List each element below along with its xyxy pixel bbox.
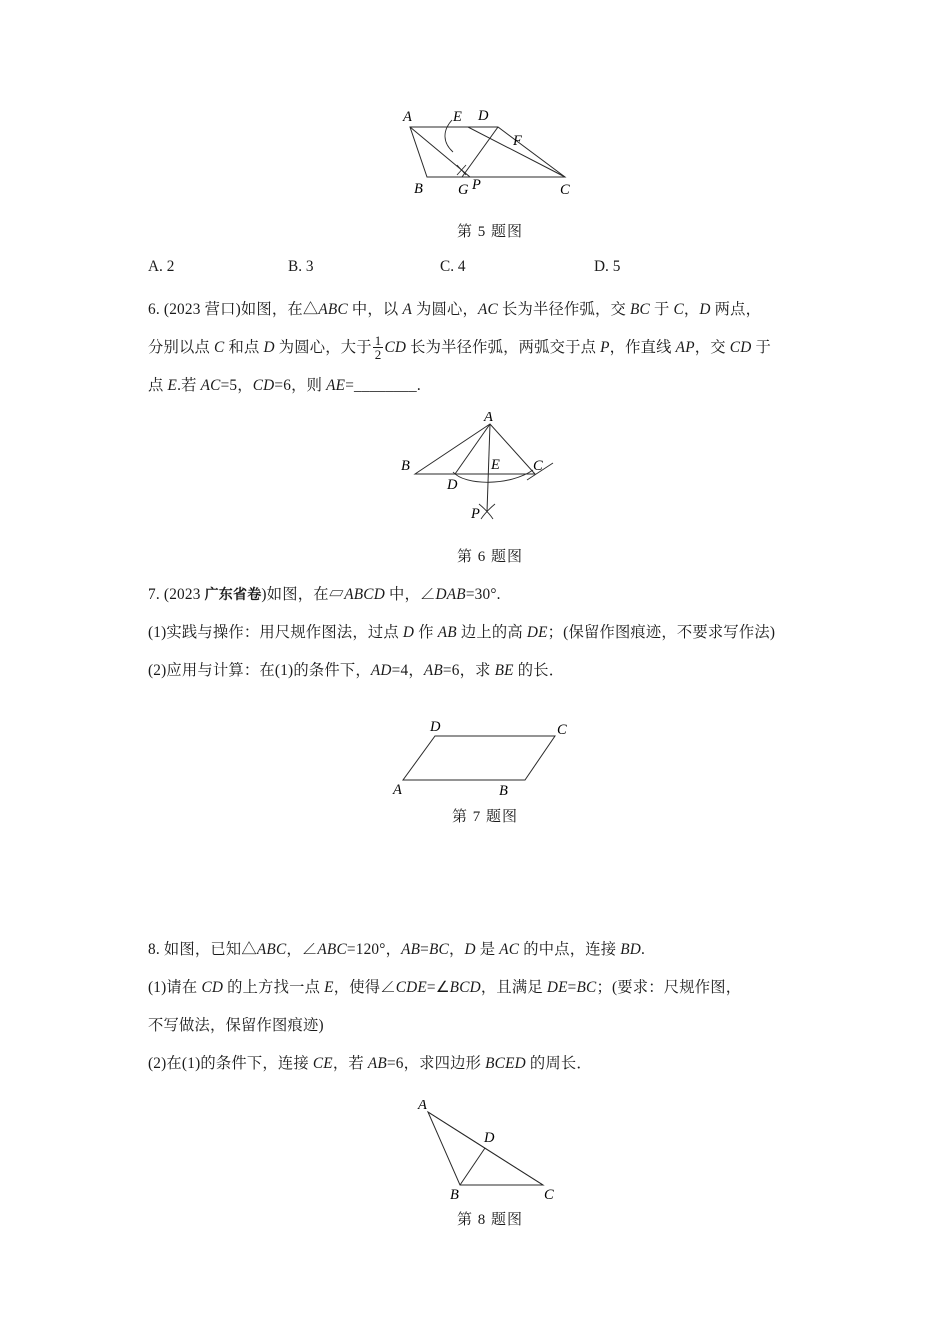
q8-l1-ac: AC [499, 941, 520, 958]
figure-6-label-D: D [447, 477, 458, 493]
q6-l3-e: E [167, 377, 178, 395]
q7-l1-m: )如图，在▱ [261, 586, 345, 603]
figure-5-label-C: C [560, 182, 570, 198]
q8-l1-m4: ， [448, 941, 465, 958]
q7-l2-pre: (1)实践与操作：用尺规作图法，过点 [148, 624, 403, 642]
q8-l4-ce: CE [312, 1055, 333, 1073]
q7-l3-ad: AD [370, 662, 392, 680]
q6-l2-cd: CD [384, 339, 407, 357]
figure-8-label-D: D [484, 1130, 495, 1146]
q6-l1-m5: ， [683, 301, 700, 318]
q8-l2-end: ；(要求：尺规作图， [596, 979, 742, 997]
q6-l2-p: P [600, 339, 610, 357]
question-8 [148, 935, 813, 1078]
figure-6-label-E: E [491, 457, 500, 473]
figure-5-svg [380, 105, 600, 205]
q7-l3-pre: (2)应用与计算：在(1)的条件下， [148, 662, 371, 680]
q6-answer-blank[interactable]: ________ [354, 377, 417, 395]
q8-l1-abc2: ABC [317, 941, 347, 958]
figure-6-label-C: C [533, 458, 543, 474]
q6-l1-m1: 中，以 [347, 301, 403, 318]
q6-l3-m1: .若 [177, 377, 201, 395]
q6-l3-ac: AC [200, 377, 221, 395]
q8-l2-cd: CD [201, 979, 224, 997]
q8-l2-e: E [324, 979, 334, 997]
figure-5-label-F: F [513, 133, 522, 149]
figure-5-label-P: P [472, 177, 481, 193]
q7-l3-ab: AB [423, 662, 443, 680]
figure-6-caption: 第 6 题图 [456, 549, 523, 565]
q7-line-1 [148, 580, 813, 609]
q6-l3-end: . [416, 377, 421, 395]
figure-6-label-B: B [401, 458, 410, 474]
q8-l1-ab: AB [401, 941, 421, 958]
q8-l1-end: . [641, 941, 646, 958]
q6-l2-m2: 为圆心，大于 [274, 339, 372, 357]
q8-l2-m1: 的上方找一点 [223, 979, 325, 997]
figure-5-label-D: D [478, 108, 489, 124]
q8-l4-bced: BCED [485, 1055, 526, 1073]
q6-line-1 [148, 295, 813, 324]
figure-7-label-C: C [557, 722, 567, 738]
q7-l2-de: DE [526, 624, 548, 642]
q7-l1-dab: DAB [435, 586, 466, 603]
choice-c[interactable]: C. 4 [440, 258, 466, 275]
q8-l4-m1: ，若 [332, 1055, 368, 1073]
q6-l1-pre: 6. (2023 营口)如图，在△ [148, 301, 319, 318]
choices-row [148, 258, 808, 276]
q8-l2-pre: (1)请在 [148, 979, 202, 997]
q8-l4-end: 的周长． [525, 1055, 592, 1073]
q6-l3-m4: = [345, 377, 355, 395]
figure-5-label-A: A [403, 109, 412, 125]
figure-7-label-B: B [499, 783, 508, 796]
q8-l1-m5: 是 [475, 941, 500, 958]
question-7 [148, 580, 813, 685]
figure-6-label-A: A [484, 412, 493, 425]
q8-l2-bc: BC [576, 979, 597, 997]
q8-l4-ab: AB [367, 1055, 387, 1073]
q7-line-2 [148, 618, 813, 647]
q6-l2-m1: 和点 [224, 339, 264, 357]
figure-5-label-E: E [453, 109, 462, 125]
q8-l1-abc: ABC [256, 941, 287, 958]
q6-l2-m3: 长为半径作弧，两弧交于点 [406, 339, 601, 357]
figure-7 [375, 718, 595, 796]
q8-l1-d: D [464, 941, 476, 958]
q7-source: 广东省卷 [204, 586, 262, 602]
q6-line-3 [148, 371, 813, 400]
q6-l1-m4: 于 [649, 301, 674, 318]
q6-line-2 [148, 333, 813, 362]
q8-l2-bcd: BCD [449, 979, 481, 997]
q6-l3-pre: 点 [148, 377, 168, 395]
q8-l2-de: DE [546, 979, 568, 997]
figure-5-label-G: G [458, 182, 469, 198]
q6-l1-d: D [699, 301, 711, 318]
figure-7-caption: 第 7 题图 [451, 809, 518, 825]
q6-frac-num: 1 [374, 332, 382, 348]
q7-l1-end: =30°. [465, 586, 501, 603]
q6-fraction-half [373, 334, 384, 362]
q7-l2-d: D [402, 624, 415, 642]
q6-l1-bc: BC [629, 301, 650, 318]
figure-7-svg [375, 718, 595, 796]
choice-d[interactable]: D. 5 [594, 258, 621, 275]
q6-l1-abc: ABC [318, 301, 348, 318]
q7-l2-m: 作 [414, 624, 438, 642]
figure-8-label-A: A [418, 1100, 427, 1113]
q6-l2-cd2: CD [729, 339, 752, 357]
q6-l2-ap: AP [675, 339, 695, 357]
q8-line-2 [148, 973, 813, 1002]
q6-l2-end: 于 [751, 339, 771, 357]
figure-8-svg [398, 1100, 578, 1200]
q7-l1-pre: 7. (2023 [148, 586, 205, 603]
q6-l3-ae: AE [326, 377, 346, 395]
q6-l1-end: 两点， [710, 301, 762, 318]
q7-l3-m1: =4， [391, 662, 424, 680]
q7-l1-m2: 中，∠ [384, 586, 436, 603]
q6-l2-m5: ，交 [694, 339, 730, 357]
q8-l2-m4: ，且满足 [480, 979, 547, 997]
choice-a[interactable]: A. 2 [148, 258, 175, 275]
figure-8-label-B: B [450, 1187, 459, 1200]
q7-l1-abcd: ABCD [344, 586, 385, 603]
q8-l1-bc: BC [429, 941, 449, 958]
figure-7-label-D: D [430, 719, 441, 735]
figure-6 [385, 412, 595, 532]
q8-l1-m3: = [420, 941, 429, 958]
figure-6-svg [385, 412, 595, 532]
figure-6-label-P: P [471, 506, 480, 522]
q8-l4-m2: =6，求四边形 [386, 1055, 486, 1073]
q6-l1-m2: 为圆心， [411, 301, 478, 318]
q7-l3-end: 的长． [513, 662, 565, 680]
q6-l2-pre: 分别以点 [148, 339, 215, 357]
q6-l1-ac: AC [478, 301, 498, 318]
q6-l3-cd: CD [252, 377, 275, 395]
q8-line-4 [148, 1049, 813, 1078]
q8-l2-m5: = [567, 979, 577, 997]
q7-l3-be: BE [494, 662, 514, 680]
q6-l1-a: A [402, 301, 412, 318]
q6-l3-m2: =5， [220, 377, 253, 395]
figure-8-caption: 第 8 题图 [456, 1212, 523, 1228]
q8-l1-m1: ，∠ [286, 941, 318, 958]
choice-b[interactable]: B. 3 [288, 258, 314, 275]
q6-l2-c: C [214, 339, 225, 357]
question-6 [148, 295, 813, 400]
q8-l4-pre: (2)在(1)的条件下，连接 [148, 1055, 313, 1073]
q7-l2-end: ；(保留作图痕迹，不要求写作法) [547, 624, 776, 642]
q8-l2-m3: =∠ [426, 979, 450, 997]
q8-l1-bd: BD [620, 941, 642, 958]
q8-l1-m2: =120°， [346, 941, 402, 958]
q6-l1-c: C [673, 301, 684, 318]
figure-5-caption: 第 5 题图 [456, 224, 523, 240]
q6-l2-d: D [263, 339, 275, 357]
q8-l1-pre: 8. 如图，已知△ [148, 941, 257, 958]
q8-l2-cde: CDE [395, 979, 427, 997]
q6-l2-m4: ，作直线 [609, 339, 676, 357]
q8-l2-m2: ，使得∠ [333, 979, 396, 997]
q8-line-1 [148, 935, 813, 964]
figure-5 [380, 105, 600, 205]
q7-l3-m2: =6，求 [442, 662, 495, 680]
q8-line-3: 不写做法，保留作图痕迹) [148, 1017, 324, 1035]
q6-frac-den: 2 [374, 347, 382, 363]
figure-8 [398, 1100, 578, 1200]
q8-l1-m6: 的中点，连接 [519, 941, 621, 958]
q6-l1-m3: 长为半径作弧，交 [497, 301, 630, 318]
figure-7-label-A: A [393, 782, 402, 796]
figure-8-label-C: C [544, 1187, 554, 1200]
q7-l2-ab: AB [437, 624, 457, 642]
figure-5-label-B: B [414, 181, 423, 197]
q7-l2-m2: 边上的高 [456, 624, 527, 642]
q7-line-3 [148, 656, 813, 685]
q6-l3-m3: =6，则 [274, 377, 327, 395]
